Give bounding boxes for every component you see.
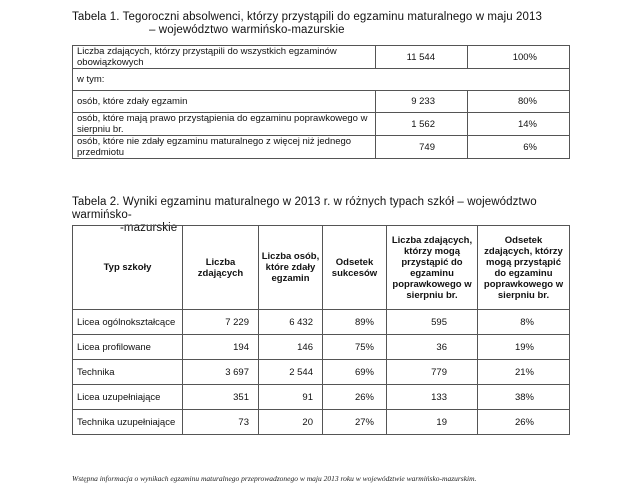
table1-caption-line2: – województwo warmińsko-mazurskie	[149, 24, 345, 36]
table-row	[73, 410, 570, 435]
takers: 73	[183, 410, 259, 435]
table1-label: w tym:	[73, 69, 570, 91]
table2	[72, 225, 570, 435]
table1-caption-line1: Tabela 1. Tegoroczni absolwenci, którzy przystąpili do egzaminu maturalnego w maju 2013	[72, 11, 543, 23]
retake-pct: 19%	[478, 335, 570, 360]
table2-header-takers: Liczba zdających	[183, 226, 259, 310]
retake-pct: 21%	[478, 360, 570, 385]
retake: 595	[387, 310, 478, 335]
source-footnote: Wstępna informacja o wynikach egzaminu maturalnego przeprowadzonego w maju 2013 roku w województwie warmińsko-mazurskim.	[72, 474, 477, 483]
table1-label: osób, które nie zdały egzaminu maturalnego z więcej niż jednego przedmiotu	[73, 136, 376, 159]
retake: 19	[387, 410, 478, 435]
success: 27%	[323, 410, 387, 435]
table2-header-row	[73, 226, 570, 310]
table1-label: Liczba zdających, którzy przystąpili do wszystkich egzaminów obowiązkowych	[73, 46, 376, 69]
table1	[72, 45, 570, 159]
table-row	[73, 335, 570, 360]
table2-header-school-type: Typ szkoły	[73, 226, 183, 310]
table-row	[73, 91, 570, 113]
table-row	[73, 46, 570, 69]
table2-header-success: Odsetek sukcesów	[323, 226, 387, 310]
success: 26%	[323, 385, 387, 410]
table2-caption-line2: -mazurskie	[120, 222, 178, 234]
table1-count: 749	[376, 136, 468, 159]
school-type: Licea profilowane	[73, 335, 183, 360]
takers: 351	[183, 385, 259, 410]
retake-pct: 38%	[478, 385, 570, 410]
success: 89%	[323, 310, 387, 335]
table-row	[73, 360, 570, 385]
passed: 20	[259, 410, 323, 435]
passed: 146	[259, 335, 323, 360]
retake: 779	[387, 360, 478, 385]
table1-percent: 80%	[468, 91, 570, 113]
takers: 194	[183, 335, 259, 360]
table2-header-passed: Liczba osób, które zdały egzamin	[259, 226, 323, 310]
table2-header-retake-pct: Odsetek zdających, którzy mogą przystąpić do egzaminu poprawkowego w sierpniu br.	[478, 226, 570, 310]
school-type: Licea uzupełniające	[73, 385, 183, 410]
takers: 3 697	[183, 360, 259, 385]
passed: 91	[259, 385, 323, 410]
success: 75%	[323, 335, 387, 360]
retake-pct: 8%	[478, 310, 570, 335]
table2-header-retake: Liczba zdających, którzy mogą przystąpić do egzaminu poprawkowego w sierpniu br.	[387, 226, 478, 310]
success: 69%	[323, 360, 387, 385]
takers: 7 229	[183, 310, 259, 335]
table1-percent: 100%	[468, 46, 570, 69]
table-row	[73, 69, 570, 91]
table-row	[73, 136, 570, 159]
table-row	[73, 310, 570, 335]
table1-count: 1 562	[376, 113, 468, 136]
table1-count: 11 544	[376, 46, 468, 69]
school-type: Technika	[73, 360, 183, 385]
table-row	[73, 385, 570, 410]
retake: 133	[387, 385, 478, 410]
table1-caption	[72, 11, 542, 37]
passed: 2 544	[259, 360, 323, 385]
table1-percent: 14%	[468, 113, 570, 136]
table1-percent: 6%	[468, 136, 570, 159]
table1-label: osób, które zdały egzamin	[73, 91, 376, 113]
retake-pct: 26%	[478, 410, 570, 435]
school-type: Technika uzupełniające	[73, 410, 183, 435]
table1-count: 9 233	[376, 91, 468, 113]
table2-caption-line1: Tabela 2. Wyniki egzaminu maturalnego w 2013 r. w różnych typach szkół – województwo warmińsko-	[72, 196, 537, 221]
table-row	[73, 113, 570, 136]
passed: 6 432	[259, 310, 323, 335]
table1-label: osób, które mają prawo przystąpienia do egzaminu poprawkowego w sierpniu br.	[73, 113, 376, 136]
retake: 36	[387, 335, 478, 360]
school-type: Licea ogólnokształcące	[73, 310, 183, 335]
